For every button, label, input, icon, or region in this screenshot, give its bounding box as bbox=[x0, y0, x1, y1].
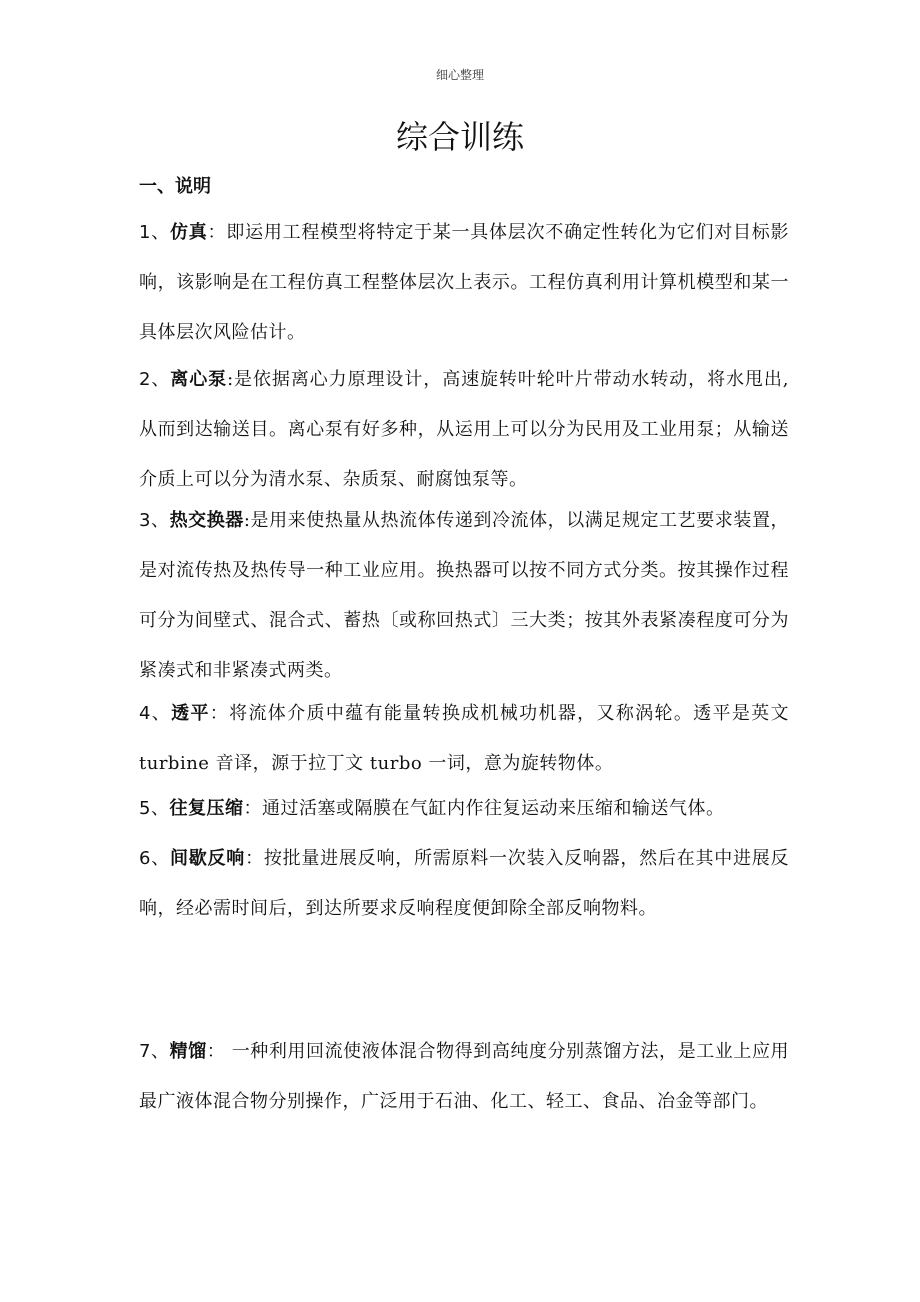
item-separator: : bbox=[243, 510, 251, 531]
item-separator: ： bbox=[207, 222, 227, 243]
item-number: 5、 bbox=[139, 798, 170, 819]
item-term: 精馏 bbox=[169, 1041, 207, 1062]
item-term: 仿真 bbox=[169, 222, 208, 243]
definition-item-5 bbox=[139, 784, 789, 834]
item-term: 透平 bbox=[171, 703, 210, 724]
definition-item-7 bbox=[139, 1027, 789, 1127]
item-number: 7、 bbox=[139, 1041, 170, 1062]
item-term: 往复压缩 bbox=[169, 798, 244, 819]
item-separator: ： bbox=[209, 703, 230, 724]
item-number: 2、 bbox=[139, 369, 171, 390]
item-term: 热交换器 bbox=[169, 510, 244, 531]
section-heading: 一、说明 bbox=[139, 176, 211, 197]
item-separator: ： bbox=[206, 1041, 226, 1062]
item-number: 6、 bbox=[139, 848, 170, 869]
item-separator: : bbox=[227, 369, 234, 390]
item-number: 1、 bbox=[139, 222, 170, 243]
item-number: 4、 bbox=[139, 703, 172, 724]
item-separator: ： bbox=[245, 848, 264, 869]
item-text: 一种利用回流使液体混合物得到高纯度分别蒸馏方法，是工业上应用最广液体混合物分别操作，广泛用于石油、化工、轻工、食品、冶金等部门。 bbox=[139, 1041, 790, 1112]
definition-item-3 bbox=[139, 496, 789, 696]
item-text: 即运用工程模型将特定于某一具体层次不确定性转化为它们对目标影响，该影响是在工程仿真工程整体层次上表示。工程仿真利用计算机模型和某一具体层次风险估计。 bbox=[139, 222, 790, 343]
definition-item-6 bbox=[139, 834, 789, 934]
item-text: 是用来使热量从热流体传递到冷流体，以满足规定工艺要求装置，是对流传热及热传导一种工业应用。换热器可以按不同方式分类。按其操作过程可分为间壁式、混合式、蓄热〔或称回热式〕三大类；按其外表紧凑程度可分为紧凑式和非紧凑式两类。 bbox=[139, 510, 790, 681]
item-term: 离心泵 bbox=[170, 369, 228, 390]
page-title: 综合训练 bbox=[395, 118, 524, 156]
item-term: 间歇反响 bbox=[169, 848, 246, 869]
item-text: 按批量进展反响，所需原料一次装入反响器，然后在其中进展反响，经必需时间后，到达所要求反响程度便卸除全部反响物料。 bbox=[139, 848, 790, 919]
definition-item-2 bbox=[139, 355, 789, 505]
page-header: 细心整理 bbox=[435, 68, 484, 82]
definition-item-4 bbox=[139, 689, 789, 789]
definition-item-1 bbox=[139, 208, 789, 358]
item-separator: ： bbox=[243, 798, 262, 819]
item-text: 通过活塞或隔膜在气缸内作往复运动来压缩和输送气体。 bbox=[261, 798, 725, 819]
item-text: 是依据离心力原理设计，高速旋转叶轮叶片带动水转动，将水甩出,从而到达输送目。离心泵有好多种，从运用上可以分为民用及工业用泵；从输送介质上可以分为清水泵、杂质泵、耐腐蚀泵等。 bbox=[139, 369, 790, 490]
item-text: 将流体介质中蕴有能量转换成机械功机器，又称涡轮。透平是英文 turbine 音译，源于拉丁文 turbo 一词，意为旋转物体。 bbox=[139, 703, 790, 774]
item-number: 3、 bbox=[139, 510, 170, 531]
